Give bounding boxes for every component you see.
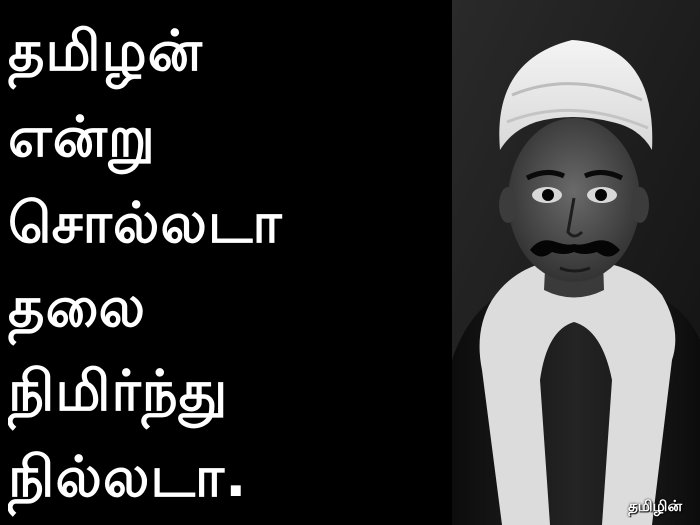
poem-line-6: நில்லடா. bbox=[8, 445, 248, 510]
portrait-illustration bbox=[452, 0, 700, 525]
left-eye-pupil bbox=[542, 189, 554, 201]
poem-line-4: தலை bbox=[8, 275, 146, 340]
poem-line-1: தமிழன் bbox=[8, 19, 203, 84]
portrait-photo bbox=[452, 0, 700, 525]
poem-line-3: சொல்லடா bbox=[8, 191, 283, 256]
right-eye-pupil bbox=[595, 189, 607, 201]
poem-line-2: என்று bbox=[8, 105, 156, 170]
right-ear bbox=[631, 187, 649, 223]
left-ear bbox=[499, 187, 517, 223]
watermark-text: தமிழின் bbox=[628, 497, 682, 515]
poem-line-5: நிமிர்ந்து bbox=[8, 359, 229, 424]
